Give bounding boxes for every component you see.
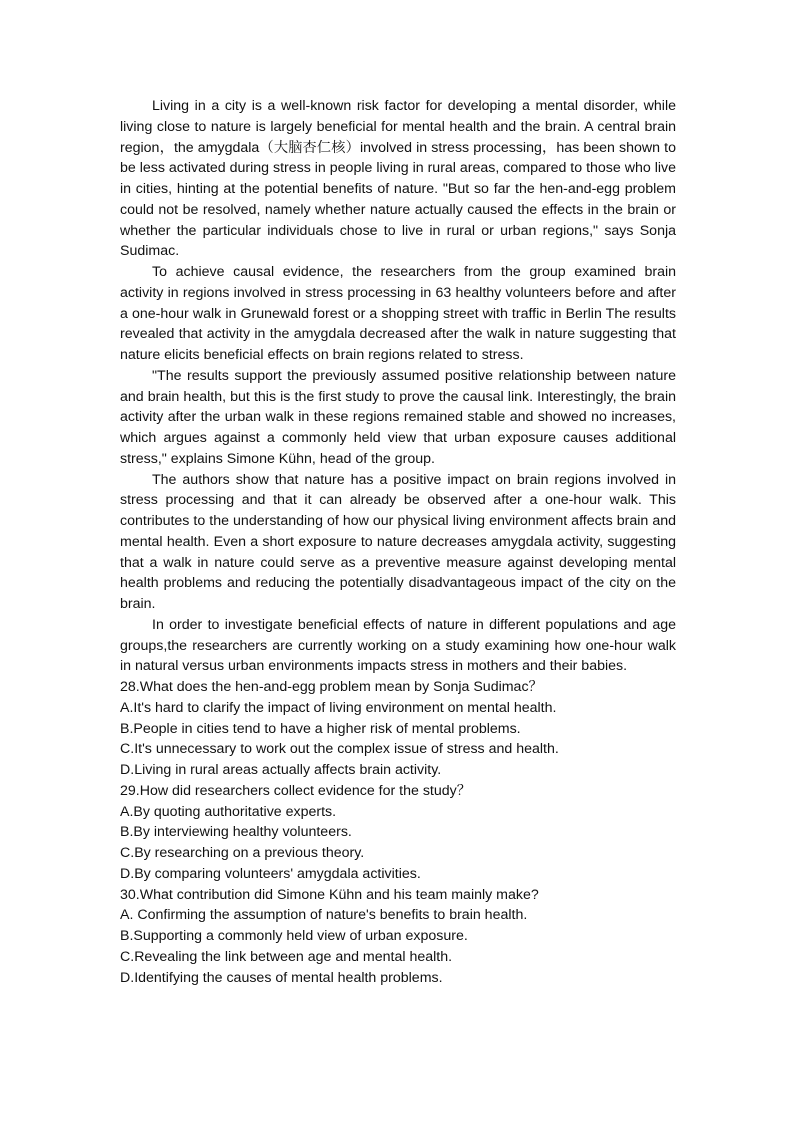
reading-passage — [120, 96, 676, 677]
question-stem: 28.What does the hen-and-egg problem mean by Sonja Sudimac？ — [120, 679, 543, 695]
option-d: D.By comparing volunteers' amygdala activities. — [120, 865, 421, 882]
question-30 — [120, 885, 676, 989]
question-29 — [120, 781, 676, 885]
passage-paragraph-1: Living in a city is a well-known risk factor for developing a mental disorder, while living close to nature is largely beneficial for mental health and the brain. A central brain region，the amygdala（大脑杏仁核）involved in stress processing，has been shown to be less activated during stress in people living in rural areas, compared to those who live in cities, hinting at the potential benefits of nature. "But so far the hen-and-egg problem could not be resolved, namely whether nature actually caused the effects in the brain or whether the particular individuals chose to live in rural or urban regions," says Sonja Sudimac. — [120, 98, 676, 260]
option-d: D.Living in rural areas actually affects brain activity. — [120, 762, 442, 778]
passage-paragraph-2: To achieve causal evidence, the researchers from the group examined brain activity in regions involved in stress processing in 63 healthy volunteers before and after a one-hour walk in Grunewald forest or a shopping street with traffic in Berlin The results revealed that activity in the amygdala decreased after the walk in nature suggesting that nature elicits beneficial effects on brain regions related to stress. — [120, 264, 676, 363]
option-d: D.Identifying the causes of mental health problems. — [120, 969, 443, 986]
option-a: A. Confirming the assumption of nature's benefits to brain health. — [120, 907, 528, 924]
option-b: B.Supporting a commonly held view of urban exposure. — [120, 928, 468, 944]
option-c: C.Revealing the link between age and mental health. — [120, 948, 453, 965]
option-b: B.By interviewing healthy volunteers. — [120, 824, 352, 841]
option-a: A.It's hard to clarify the impact of living environment on mental health. — [120, 699, 557, 716]
option-c: C.By researching on a previous theory. — [120, 845, 365, 861]
passage-paragraph-4: The authors show that nature has a positive impact on brain regions involved in stress processing and that it can already be observed after a one-hour walk. This contributes to the understanding of how our physical living environment affects brain and mental health. Even a short exposure to nature decreases amygdala activity, suggesting that a walk in nature could serve as a preventive measure against developing mental health problems and reducing the potentially disadvantageous impact of the city on the brain. — [120, 471, 676, 612]
passage-paragraph-5: In order to investigate beneficial effects of nature in different populations and age groups,the researchers are currently working on a study examining how one-hour walk in natural versus urban environments impacts stress in mothers and their babies. — [120, 616, 676, 675]
document-page — [120, 96, 676, 988]
question-28 — [120, 677, 676, 781]
option-a: A.By quoting authoritative experts. — [120, 803, 337, 820]
question-stem: 30.What contribution did Simone Kühn and his team mainly make? — [120, 886, 539, 903]
passage-paragraph-3: "The results support the previously assumed positive relationship between nature and brain health, but this is the first study to prove the causal link. Interestingly, the brain activity after the urban walk in these regions remained stable and showed no increases, which argues against a commonly held view that urban exposure causes additional stress," explains Simone Kühn, head of the group. — [120, 367, 676, 467]
option-c: C.It's unnecessary to work out the complex issue of stress and health. — [120, 741, 559, 758]
option-b: B.People in cities tend to have a higher risk of mental problems. — [120, 720, 521, 737]
question-stem: 29.How did researchers collect evidence for the study？ — [120, 782, 471, 799]
